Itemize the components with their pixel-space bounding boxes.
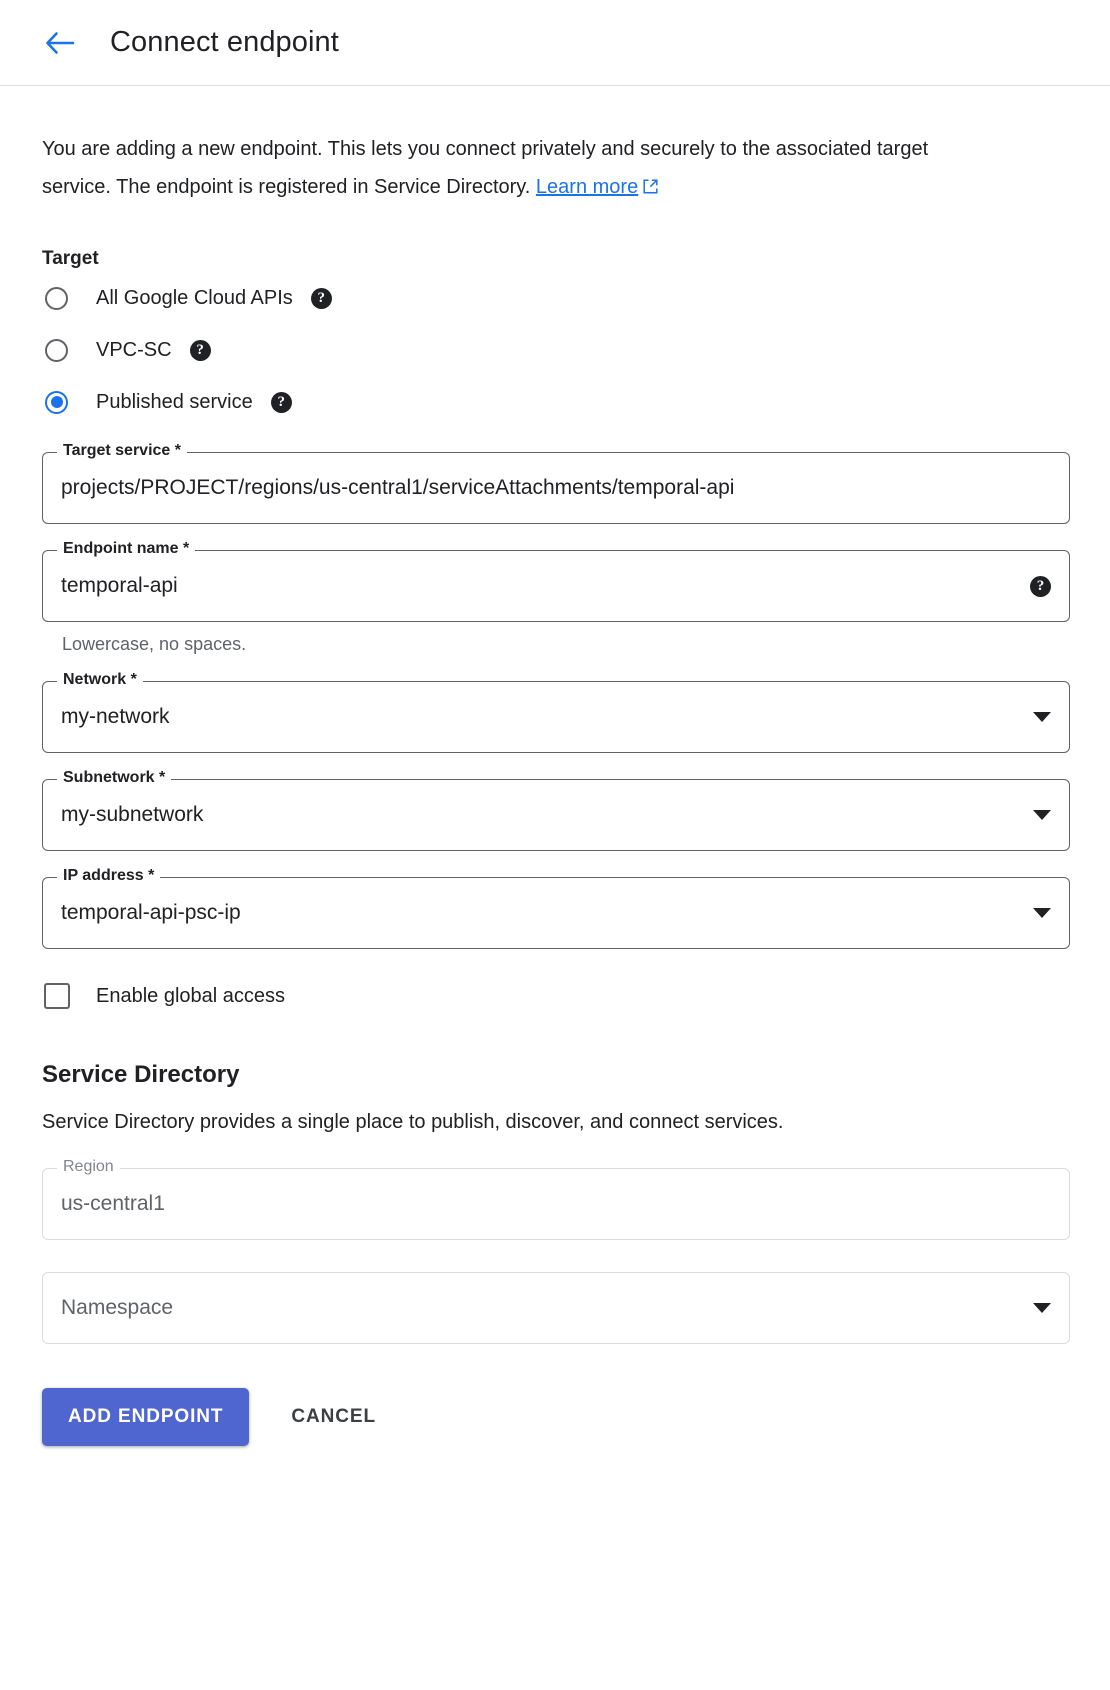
help-icon-all-google-cloud-apis[interactable]: ?: [311, 288, 332, 309]
back-button[interactable]: [40, 23, 80, 63]
radio-all-google-cloud-apis[interactable]: [45, 287, 68, 310]
radio-vpc-sc[interactable]: [45, 339, 68, 362]
external-link-icon: [642, 170, 659, 208]
ip-address-label: IP address *: [57, 867, 160, 885]
chevron-down-icon[interactable]: [1033, 1303, 1051, 1313]
namespace-select-value[interactable]: Namespace: [61, 1296, 174, 1319]
arrow-left-icon: [45, 30, 75, 56]
help-icon-endpoint-name[interactable]: ?: [1030, 576, 1051, 597]
ip-address-field[interactable]: [42, 867, 1070, 949]
enable-global-access-checkbox[interactable]: [44, 983, 70, 1009]
help-icon-published-service[interactable]: ?: [271, 392, 292, 413]
endpoint-name-field[interactable]: [42, 540, 1070, 622]
network-label: Network *: [57, 671, 143, 689]
target-service-field[interactable]: [42, 442, 1070, 524]
region-label: Region: [57, 1158, 120, 1176]
service-directory-description: Service Directory provides a single place to publish, discover, and connect services.: [42, 1111, 784, 1133]
radio-label-all-google-cloud-apis: All Google Cloud APIs: [96, 286, 293, 309]
target-service-label: Target service *: [57, 442, 187, 460]
cancel-button[interactable]: CANCEL: [275, 1388, 392, 1446]
add-endpoint-button[interactable]: ADD ENDPOINT: [42, 1388, 249, 1446]
subnetwork-label: Subnetwork *: [57, 769, 171, 787]
network-field[interactable]: [42, 671, 1070, 753]
subnetwork-select-value[interactable]: my-subnetwork: [61, 803, 204, 826]
dialog-actions: [42, 1388, 1070, 1446]
intro-text: You are adding a new endpoint. This lets you connect privately and securely to the associated target service. The endpoint is registered in Service Directory.: [42, 138, 929, 198]
radio-option-all-google-cloud-apis[interactable]: [42, 274, 1070, 322]
endpoint-name-hint: Lowercase, no spaces.: [62, 634, 247, 654]
namespace-field[interactable]: [42, 1272, 1070, 1344]
target-section-label: Target: [42, 248, 99, 269]
endpoint-name-input[interactable]: temporal-api: [61, 574, 178, 597]
dialog-body: [0, 86, 1110, 1446]
dialog-header: [0, 0, 1110, 86]
radio-label-published-service: Published service: [96, 390, 253, 413]
service-directory-title: Service Directory: [42, 1061, 240, 1088]
radio-option-vpc-sc[interactable]: [42, 326, 1070, 374]
region-value: us-central1: [61, 1192, 165, 1215]
network-select-value[interactable]: my-network: [61, 705, 170, 728]
chevron-down-icon[interactable]: [1033, 810, 1051, 820]
chevron-down-icon[interactable]: [1033, 712, 1051, 722]
subnetwork-field[interactable]: [42, 769, 1070, 851]
enable-global-access-label: Enable global access: [96, 984, 286, 1007]
ip-address-select-value[interactable]: temporal-api-psc-ip: [61, 901, 241, 924]
enable-global-access-row[interactable]: [44, 983, 1070, 1009]
intro-paragraph: [42, 130, 982, 208]
endpoint-name-label: Endpoint name *: [57, 540, 195, 558]
region-field: [42, 1158, 1070, 1240]
radio-published-service[interactable]: [45, 391, 68, 414]
page-title: Connect endpoint: [110, 26, 339, 58]
radio-option-published-service[interactable]: [42, 378, 1070, 426]
learn-more-link[interactable]: Learn more: [535, 176, 639, 198]
help-icon-vpc-sc[interactable]: ?: [190, 340, 211, 361]
chevron-down-icon[interactable]: [1033, 908, 1051, 918]
radio-label-vpc-sc: VPC-SC: [96, 338, 172, 361]
target-service-input[interactable]: projects/PROJECT/regions/us-central1/serviceAttachments/temporal-api: [61, 476, 735, 499]
